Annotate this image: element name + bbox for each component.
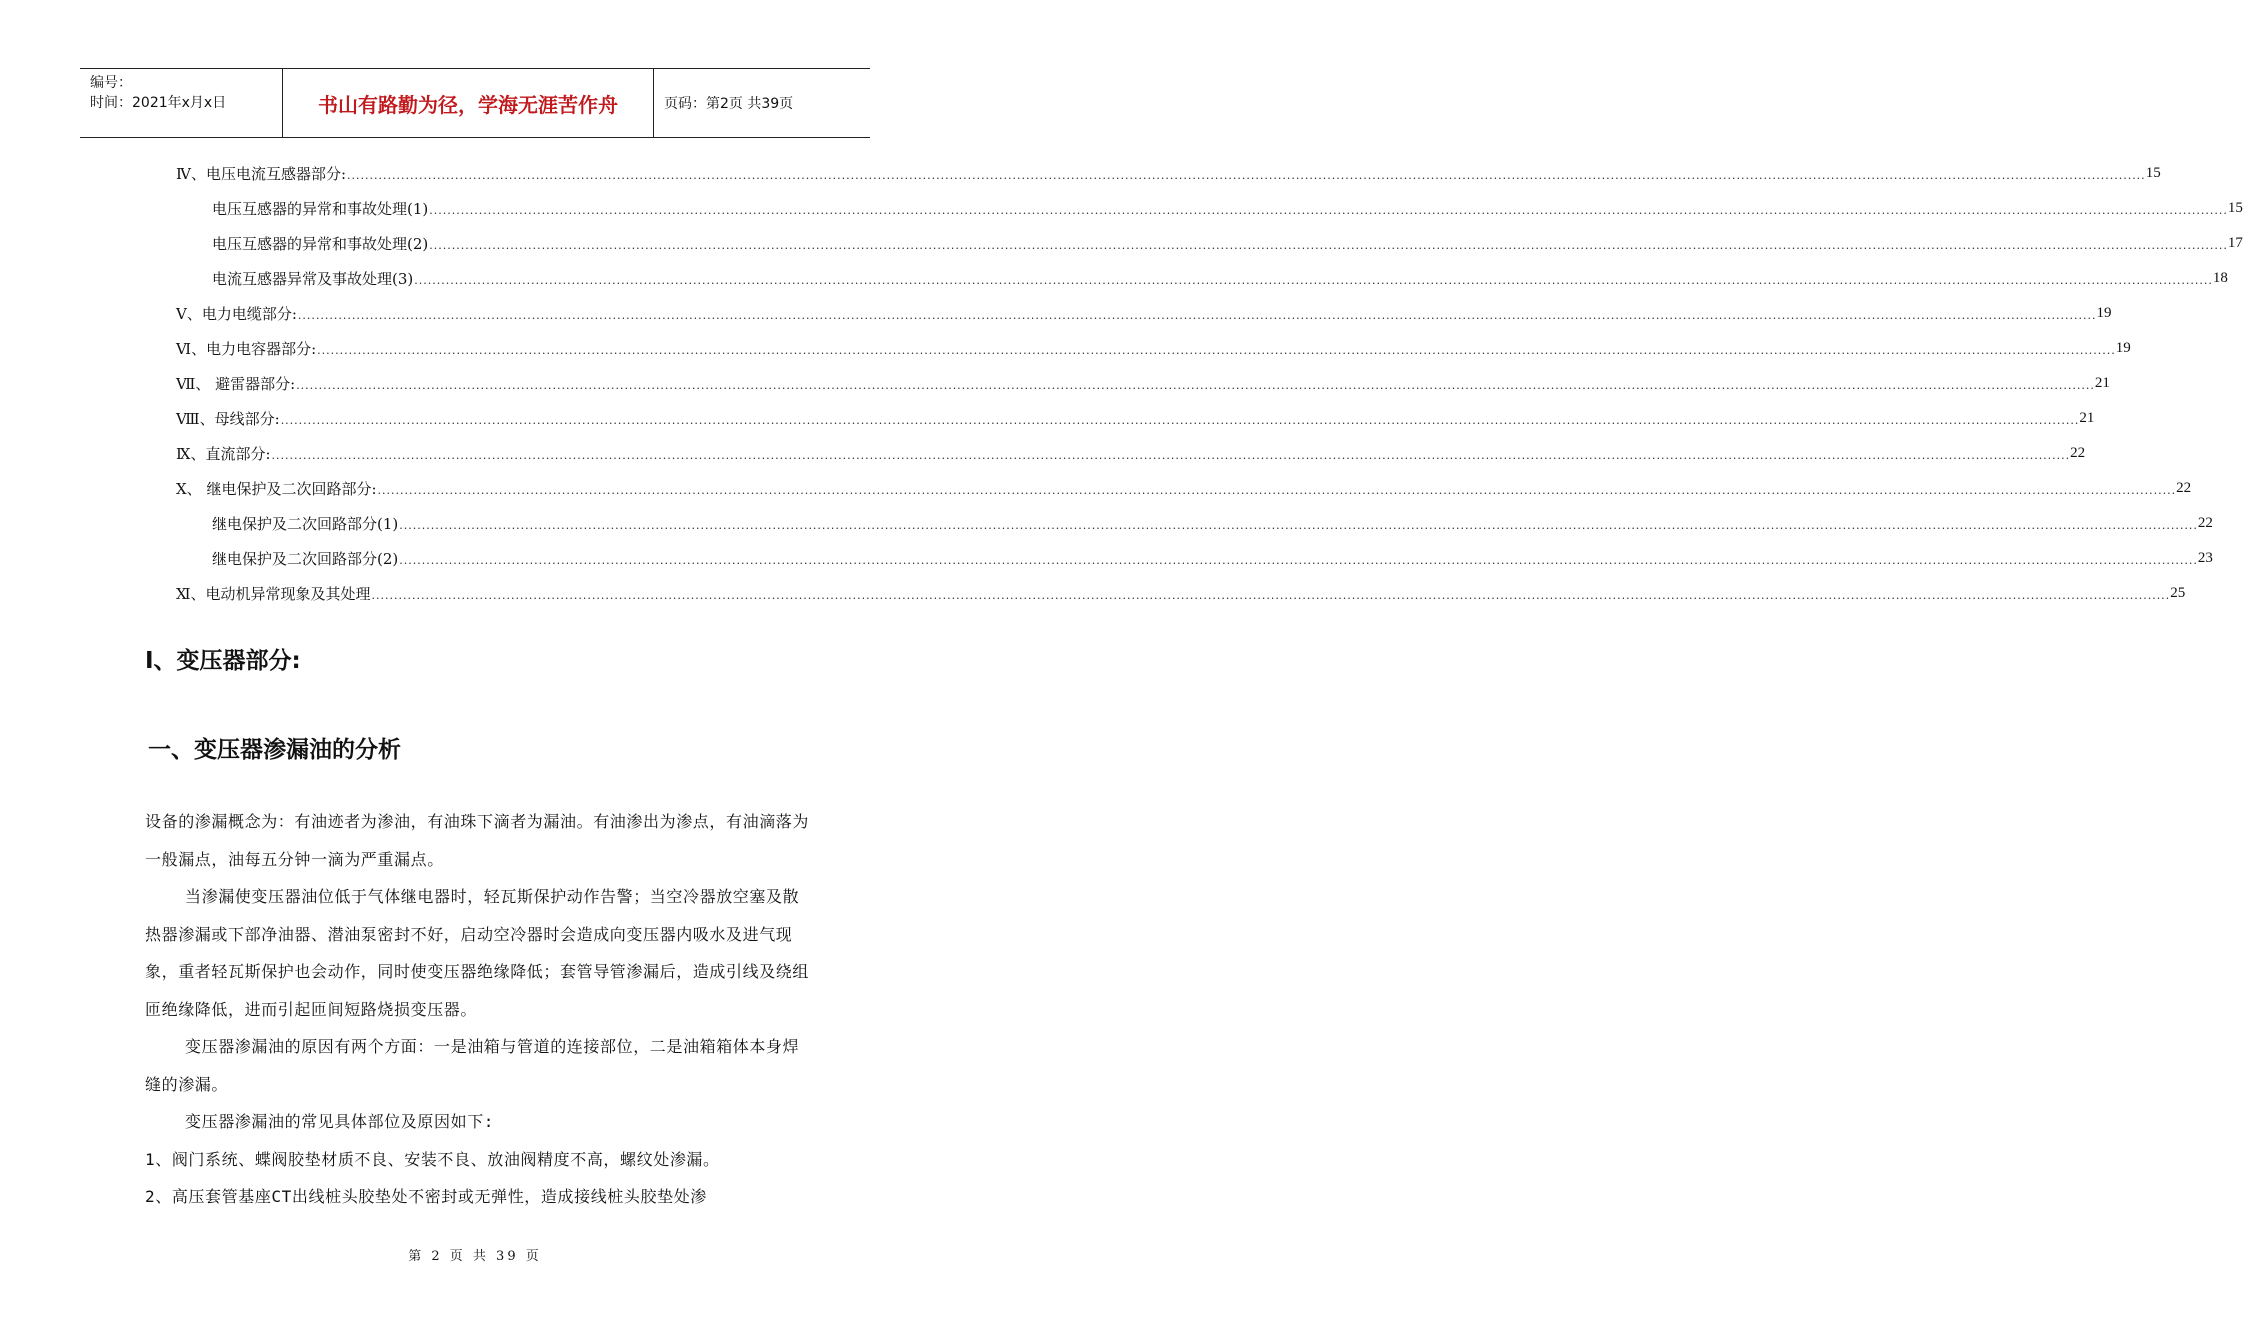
toc-entry-label: Ⅺ、电动机异常现象及其处理 (176, 585, 371, 603)
header-slogan: 书山有路勤为径，学海无涯苦作舟 (318, 92, 618, 117)
toc-leader-dots: ................................................................................................................................................................................................................................................................................................................................................................................................................ (377, 484, 2177, 497)
toc-entry[interactable] (0, 331, 2131, 366)
toc-entry-label: Ⅳ、电压电流互感器部分: (176, 165, 347, 183)
toc-entry-label: Ⅴ、电力电缆部分: (176, 305, 297, 323)
header-slogan-cell (282, 69, 654, 137)
toc-entry[interactable] (0, 401, 2095, 436)
toc-leader-dots: ................................................................................................................................................................................................................................................................................................................................................................................................................ (429, 239, 2228, 252)
toc-entry-label: 继电保护及二次回路部分(2) (212, 550, 399, 568)
header-number: 编号： (90, 75, 132, 91)
toc-entry-label: 继电保护及二次回路部分(1) (212, 515, 399, 533)
header-date: 时间：2021年x月x日 (90, 95, 227, 111)
toc-entry-label: Ⅸ、直流部分: (176, 445, 271, 463)
toc-entry[interactable] (0, 576, 2186, 611)
header-meta (80, 69, 282, 137)
toc-entry-page: 21 (2094, 375, 2110, 391)
toc-leader-dots: ................................................................................................................................................................................................................................................................................................................................................................................................................ (296, 379, 2095, 392)
toc-entry-label: 电流互感器异常及事故处理(3) (212, 270, 414, 288)
toc-entry[interactable] (0, 506, 2213, 541)
toc-leader-dots: ................................................................................................................................................................................................................................................................................................................................................................................................................ (399, 554, 2198, 567)
toc-leader-dots: ................................................................................................................................................................................................................................................................................................................................................................................................................ (271, 449, 2071, 462)
toc-entry-page: 22 (2070, 445, 2086, 461)
section-title: Ⅰ、变压器部分: (145, 648, 301, 674)
toc-entry[interactable] (0, 436, 2086, 471)
toc-entry-page: 15 (2145, 165, 2161, 181)
body-text (145, 803, 815, 1216)
toc-entry-page: 19 (2096, 305, 2112, 321)
paragraph: 变压器渗漏油的原因有两个方面：一是油箱与管道的连接部位，二是油箱箱体本身焊缝的渗漏。 (145, 1037, 800, 1094)
toc-entry-page: 25 (2170, 585, 2186, 601)
header-page-label: 页码：第2页 共39页 (664, 96, 794, 112)
toc-entry-label: 电压互感器的异常和事故处理(1) (212, 200, 429, 218)
toc-leader-dots: ................................................................................................................................................................................................................................................................................................................................................................................................................ (371, 589, 2171, 602)
paragraph: 设备的渗漏概念为：有油迹者为渗油，有油珠下滴者为漏油。有油渗出为渗点，有油滴落为一般漏点，油每五分钟一滴为严重漏点。 (145, 812, 810, 869)
header-page-cell (654, 69, 870, 137)
toc-entry-label: Ⅶ、 避雷器部分: (176, 375, 296, 393)
paragraph: 变压器渗漏油的常见具体部位及原因如下: (185, 1112, 495, 1131)
toc-entry[interactable] (0, 296, 2112, 331)
toc-entry-label: 电压互感器的异常和事故处理(2) (212, 235, 429, 253)
toc-entry-label: Ⅷ、母线部分: (176, 410, 280, 428)
toc-entry-page: 15 (2227, 200, 2243, 216)
toc-entry[interactable] (0, 191, 2243, 226)
toc-entry-label: Ⅹ、 继电保护及二次回路部分: (176, 480, 377, 498)
toc-leader-dots: ................................................................................................................................................................................................................................................................................................................................................................................................................ (317, 344, 2116, 357)
paragraph: 1、阀门系统、蝶阀胶垫材质不良、安装不良、放油阀精度不高，螺纹处渗漏。 (145, 1149, 720, 1169)
toc-entry[interactable] (0, 226, 2243, 261)
toc-entry-page: 18 (2212, 270, 2228, 286)
toc-entry[interactable] (0, 541, 2213, 576)
toc-entry-page: 22 (2197, 515, 2213, 531)
toc-leader-dots: ................................................................................................................................................................................................................................................................................................................................................................................................................ (280, 414, 2080, 427)
toc-entry-page: 23 (2197, 550, 2213, 566)
page-footer: 第 2 页 共 39 页 (408, 1249, 542, 1264)
paragraph: 2、高压套管基座CT出线桩头胶垫处不密封或无弹性，造成接线桩头胶垫处渗 (145, 1187, 707, 1206)
paragraph: 当渗漏使变压器油位低于气体继电器时，轻瓦斯保护动作告警；当空冷器放空塞及散热器渗漏或下部净油器、潜油泵密封不好，启动空冷器时会造成向变压器内吸水及进气现象，重者轻瓦斯保护也会动作，同时使变压器绝缘降低；套管导管渗漏后，造成引线及绕组匝绝缘降低，进而引起匝间短路烧损变压器。 (145, 887, 810, 1019)
toc-entry[interactable] (0, 156, 2161, 191)
page-header (80, 68, 870, 138)
toc-leader-dots: ................................................................................................................................................................................................................................................................................................................................................................................................................ (347, 169, 2146, 182)
toc-entry-label: Ⅵ、电力电容器部分: (176, 340, 317, 358)
toc-entry[interactable] (0, 366, 2110, 401)
toc-leader-dots: ................................................................................................................................................................................................................................................................................................................................................................................................................ (414, 274, 2213, 287)
toc-leader-dots: ................................................................................................................................................................................................................................................................................................................................................................................................................ (297, 309, 2097, 322)
toc-entry-page: 21 (2079, 410, 2095, 426)
toc-entry-page: 17 (2227, 235, 2243, 251)
toc-leader-dots: ................................................................................................................................................................................................................................................................................................................................................................................................................ (399, 519, 2198, 532)
subsection-title: 一、变压器渗漏油的分析 (148, 737, 401, 763)
toc-entry-page: 22 (2176, 480, 2192, 496)
toc-entry-page: 19 (2115, 340, 2131, 356)
table-of-contents (0, 156, 2243, 611)
toc-entry[interactable] (0, 471, 2192, 506)
toc-leader-dots: ................................................................................................................................................................................................................................................................................................................................................................................................................ (429, 204, 2228, 217)
toc-entry[interactable] (0, 261, 2228, 296)
